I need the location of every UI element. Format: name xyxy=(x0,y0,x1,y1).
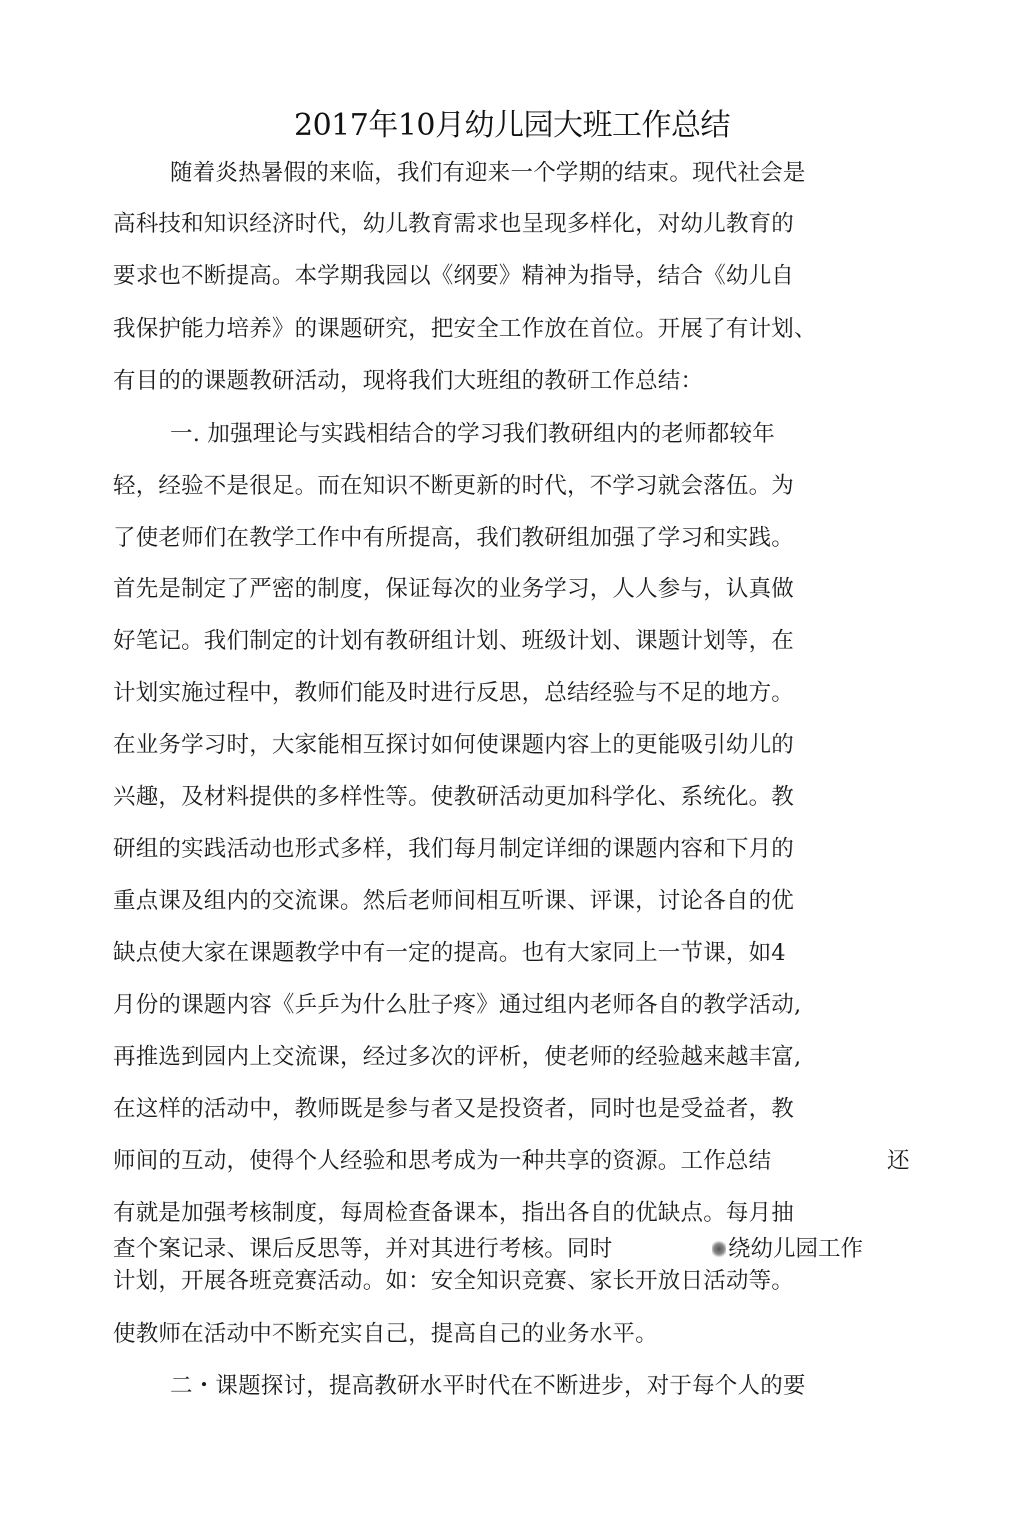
paragraph-line: 有目的的课题教研活动，现将我们大班组的教研工作总结： xyxy=(113,368,704,394)
paragraph-line: 了使老师们在教学工作中有所提高，我们教研组加强了学习和实践。 xyxy=(113,525,795,551)
paragraph-line: 研组的实践活动也形式多样，我们每月制定详细的课题内容和下月的 xyxy=(113,836,795,862)
paragraph-line: 我保护能力培养》的课题研究，把安全工作放在首位。开展了有计划、 xyxy=(113,316,817,342)
paragraph-line: 计划实施过程中，教师们能及时进行反思，总结经验与不足的地方。 xyxy=(113,680,795,706)
paragraph-line: 高科技和知识经济时代，幼儿教育需求也呈现多样化，对幼儿教育的 xyxy=(113,211,795,237)
stray-fragment-rao-text: 绕幼儿园工作 xyxy=(728,1236,864,1262)
paragraph-line: 再推选到园内上交流课，经过多次的评析，使老师的经验越来越丰富, xyxy=(113,1044,802,1070)
paragraph-line: 重点课及组内的交流课。然后老师间相互听课、评课，讨论各自的优 xyxy=(113,888,795,914)
paragraph-line: 好笔记。我们制定的计划有教研组计划、班级计划、课题计划等，在 xyxy=(113,628,795,654)
paragraph-line: 兴趣，及材料提供的多样性等。使教研活动更加科学化、系统化。教 xyxy=(113,784,795,810)
paragraph-line: 师间的互动，使得个人经验和思考成为一种共享的资源。工作总结 xyxy=(113,1148,772,1174)
section-heading-line: 一. 加强理论与实践相结合的学习我们教研组内的老师都较年 xyxy=(170,421,775,447)
stray-fragment-huan: 还 xyxy=(887,1148,910,1174)
stray-fragment-rao xyxy=(712,1238,863,1261)
paragraph-line: 轻，经验不是很足。而在知识不断更新的时代，不学习就会落伍。为 xyxy=(113,473,795,499)
paragraph-line: 在这样的活动中，教师既是参与者又是投资者，同时也是受益者，教 xyxy=(113,1096,795,1122)
paragraph-line: 首先是制定了严密的制度，保证每次的业务学习，人人参与，认真做 xyxy=(113,576,795,602)
paragraph-line: 在业务学习时，大家能相互探讨如何使课题内容上的更能吸引幼儿的 xyxy=(113,732,795,758)
paragraph-line: 查个案记录、课后反思等，并对其进行考核。同时 xyxy=(113,1236,613,1262)
paragraph-line: 随着炎热暑假的来临，我们有迎来一个学期的结束。现代社会是 xyxy=(170,160,806,186)
document-title: 2017年10月幼儿园大班工作总结 xyxy=(293,108,731,143)
paragraph-line: 月份的课题内容《乒乒为什么肚子疼》通过组内老师各自的教学活动, xyxy=(113,992,802,1018)
paragraph-line: 有就是加强考核制度，每周检查备课本，指出各自的优缺点。每月抽 xyxy=(113,1200,795,1226)
ink-smudge-icon xyxy=(712,1240,726,1258)
paragraph-line: 缺点使大家在课题教学中有一定的提高。也有大家同上一节课，如4 xyxy=(113,940,786,966)
section-heading-line: 二・课题探讨，提高教研水平时代在不断进步，对于每个人的要 xyxy=(170,1373,806,1399)
paragraph-line: 要求也不断提高。本学期我园以《纲要》精神为指导，结合《幼儿自 xyxy=(113,263,795,289)
paragraph-line: 使教师在活动中不断充实自己，提高自己的业务水平。 xyxy=(113,1321,658,1347)
paragraph-line: 计划，开展各班竞赛活动。如：安全知识竞赛、家长开放日活动等。 xyxy=(113,1268,795,1294)
